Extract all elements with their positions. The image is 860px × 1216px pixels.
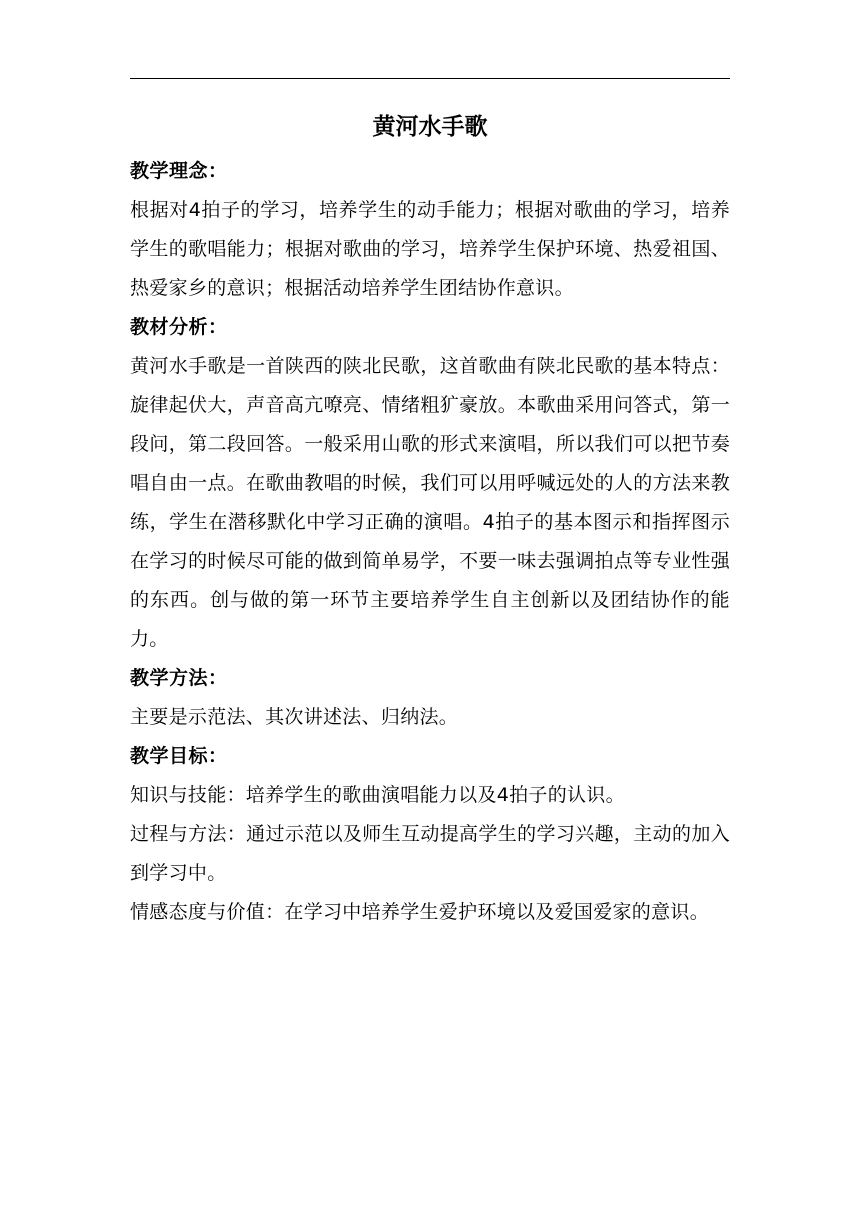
section-heading: 教学方法： — [130, 667, 228, 689]
section-heading: 教材分析： — [130, 316, 228, 338]
section-paragraph: 主要是示范法、其次讲述法、归纳法。 — [130, 706, 459, 728]
objective-process-methods: 过程与方法：通过示范以及师生互动提高学生的学习兴趣，主动的加入到学习中。 — [130, 823, 730, 884]
section-teaching-philosophy — [130, 152, 730, 308]
section-material-analysis — [130, 308, 730, 659]
document-title: 黄河水手歌 — [372, 114, 488, 140]
section-teaching-objectives — [130, 737, 730, 932]
objective-knowledge-skills: 知识与技能：培养学生的歌曲演唱能力以及4拍子的认识。 — [130, 784, 625, 806]
section-paragraph: 黄河水手歌是一首陕西的陕北民歌，这首歌曲有陕北民歌的基本特点：旋律起伏大，声音高亢嘹亮、情绪粗犷豪放。本歌曲采用问答式，第一段问，第二段回答。一般采用山歌的形式来演唱，所以我们可以把节奏唱自由一点。在歌曲教唱的时候，我们可以用呼喊远处的人的方法来教练，学生在潜移默化中学习正确的演唱。4拍子的基本图示和指挥图示在学习的时候尽可能的做到简单易学，不要一味去强调拍点等专业性强的东西。创与做的第一环节主要培养学生自主创新以及团结协作的能力。 — [130, 355, 730, 650]
document-body — [130, 152, 730, 932]
header-rule — [130, 78, 730, 79]
objective-emotion-values: 情感态度与价值：在学习中培养学生爱护环境以及爱国爱家的意识。 — [130, 901, 710, 923]
section-paragraph: 根据对4拍子的学习，培养学生的动手能力；根据对歌曲的学习，培养学生的歌唱能力；根据对歌曲的学习，培养学生保护环境、热爱祖国、热爱家乡的意识；根据活动培养学生团结协作意识。 — [130, 199, 730, 299]
section-heading: 教学理念： — [130, 160, 228, 182]
section-heading: 教学目标： — [130, 745, 228, 767]
section-teaching-methods — [130, 659, 730, 737]
